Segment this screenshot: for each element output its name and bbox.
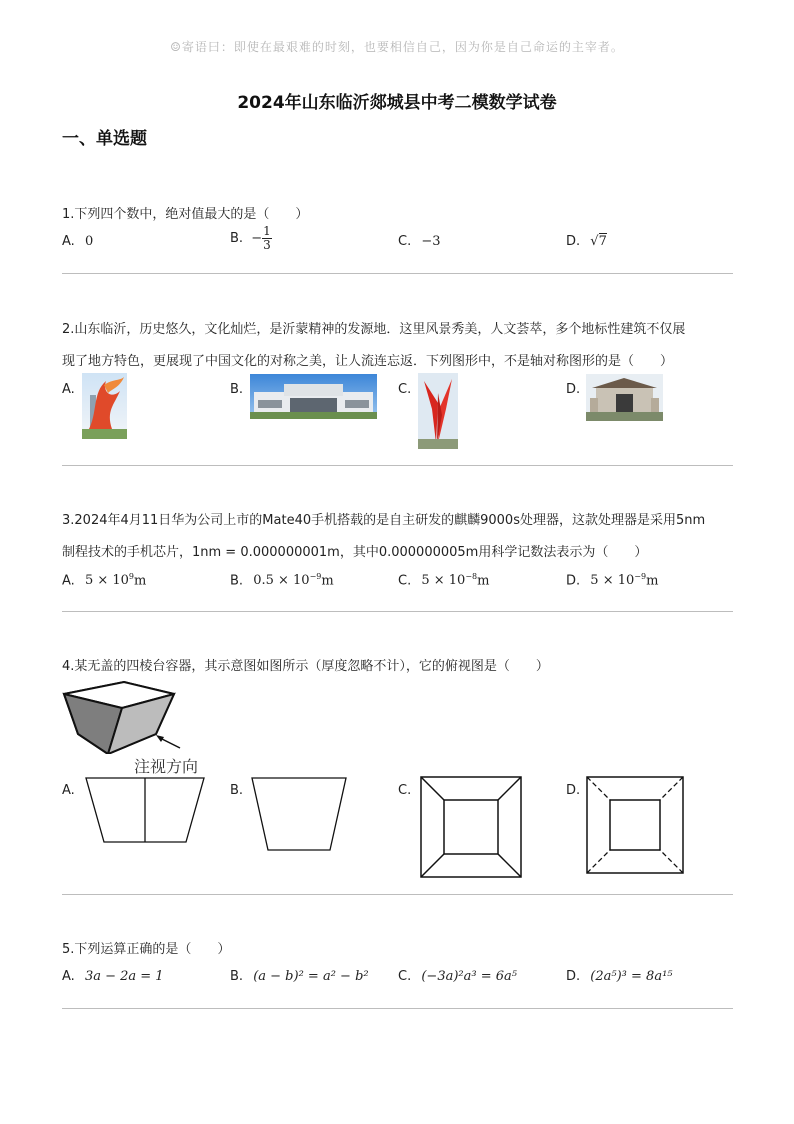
q3-option-b xyxy=(230,572,334,588)
option-exponent: −8 xyxy=(465,572,478,581)
q2-option-a-label: A. xyxy=(62,382,75,397)
museum-building-photo xyxy=(250,374,377,419)
sqrt-icon: √ xyxy=(590,234,599,249)
option-label: C. xyxy=(398,234,412,249)
question-2-stem-line1: 2.山东临沂，历史悠久，文化灿烂，是沂蒙精神的发源地．这里风景秀美，人文荟萃，多个地标性建筑不仅展 xyxy=(62,322,686,337)
option-base: 5 × 10 xyxy=(590,573,635,589)
q1-option-c xyxy=(398,234,441,249)
option-label: B. xyxy=(230,231,244,246)
q2-option-b-label: B. xyxy=(230,382,244,397)
q5-option-b xyxy=(230,969,369,984)
q1-option-a xyxy=(62,234,93,249)
question-1-stem: 1.下列四个数中，绝对值最大的是（ ） xyxy=(62,207,309,222)
option-base: 5 × 10 xyxy=(84,573,129,589)
question-5-stem: 5.下列运算正确的是（ ） xyxy=(62,942,231,957)
option-unit: m xyxy=(477,573,490,589)
option-exponent: 9 xyxy=(128,572,135,581)
option-d-figure xyxy=(586,776,684,874)
divider xyxy=(62,465,733,466)
option-exponent: −9 xyxy=(634,572,647,581)
option-label: D. xyxy=(566,234,581,249)
divider xyxy=(62,1008,733,1009)
divider xyxy=(62,894,733,895)
option-unit: m xyxy=(321,573,334,589)
option-label: D. xyxy=(566,573,581,589)
option-unit: m xyxy=(134,573,147,589)
option-expression: (−3a)²a³ = 6a⁵ xyxy=(421,969,517,984)
option-label: A. xyxy=(62,234,75,249)
gate-building-photo xyxy=(586,374,663,421)
q5-option-c xyxy=(398,969,517,984)
option-a-figure xyxy=(84,776,206,844)
q1-option-b xyxy=(230,225,272,252)
option-base: 5 × 10 xyxy=(421,573,466,589)
option-c-figure xyxy=(420,776,522,878)
option-label: C. xyxy=(398,969,412,984)
red-sculpture-photo xyxy=(418,373,458,449)
question-4-stem: 4.某无盖的四棱台容器，其示意图如图所示（厚度忽略不计），它的俯视图是（ ） xyxy=(62,659,549,674)
option-exponent: −9 xyxy=(309,572,322,581)
option-value: 0 xyxy=(84,234,94,249)
q4-option-b-label: B. xyxy=(230,783,244,798)
q2-option-c-label: C. xyxy=(398,382,412,397)
option-b-figure xyxy=(250,776,348,852)
option-expression: (2a⁵)³ = 8a¹⁵ xyxy=(590,969,673,984)
section-heading: 一、单选题 xyxy=(62,129,147,149)
option-value: −3 xyxy=(421,234,441,249)
page-title: 2024年山东临沂郯城县中考二模数学试卷 xyxy=(237,93,557,113)
fraction xyxy=(262,225,272,252)
q5-option-d xyxy=(566,969,673,984)
option-label: B. xyxy=(230,573,244,589)
q2-option-d-label: D. xyxy=(566,382,581,397)
option-expression: 3a − 2a = 1 xyxy=(84,969,164,984)
fraction-numerator: 1 xyxy=(263,224,271,238)
option-label: D. xyxy=(566,969,581,984)
q1-option-d xyxy=(566,234,607,249)
option-label: B. xyxy=(230,969,244,984)
question-2-stem-line2: 现了地方特色，更展现了中国文化的对称之美，让人流连忘返．下列图形中，不是轴对称图形的是（ ） xyxy=(62,354,674,369)
q4-option-d-label: D. xyxy=(566,783,581,798)
option-value: 7 xyxy=(598,234,607,249)
question-3-stem-line2: 制程技术的手机芯片，1nm = 0.000000001m，其中0.000000005m用科学记数法表示为（ ） xyxy=(62,545,648,560)
option-unit: m xyxy=(646,573,659,589)
minus-sign: − xyxy=(251,231,263,246)
view-direction-label: 注视方向 xyxy=(134,757,199,776)
arrow-icon xyxy=(150,730,184,752)
phoenix-sculpture-photo xyxy=(82,373,127,439)
divider xyxy=(62,273,733,274)
q5-option-a xyxy=(62,969,164,984)
option-label: A. xyxy=(62,969,75,984)
question-3-stem-line1: 3.2024年4月11日华为公司上市的Mate40手机搭载的是自主研发的麒麟9000s处理器，这款处理器是采用5nm xyxy=(62,513,706,528)
fraction-denominator: 3 xyxy=(263,238,271,252)
divider xyxy=(62,611,733,612)
option-label: A. xyxy=(62,573,75,589)
q3-option-d xyxy=(566,572,658,588)
q4-option-a-label: A. xyxy=(62,783,75,798)
motto-header: ☺寄语曰：即使在最艰难的时刻，也要相信自己，因为你是自己命运的主宰者。 xyxy=(170,40,624,54)
option-base: 0.5 × 10 xyxy=(253,573,310,589)
q3-option-a xyxy=(62,572,146,588)
q4-option-c-label: C. xyxy=(398,783,412,798)
option-expression: (a − b)² = a² − b² xyxy=(253,969,369,984)
option-label: C. xyxy=(398,573,412,589)
q3-option-c xyxy=(398,572,489,588)
